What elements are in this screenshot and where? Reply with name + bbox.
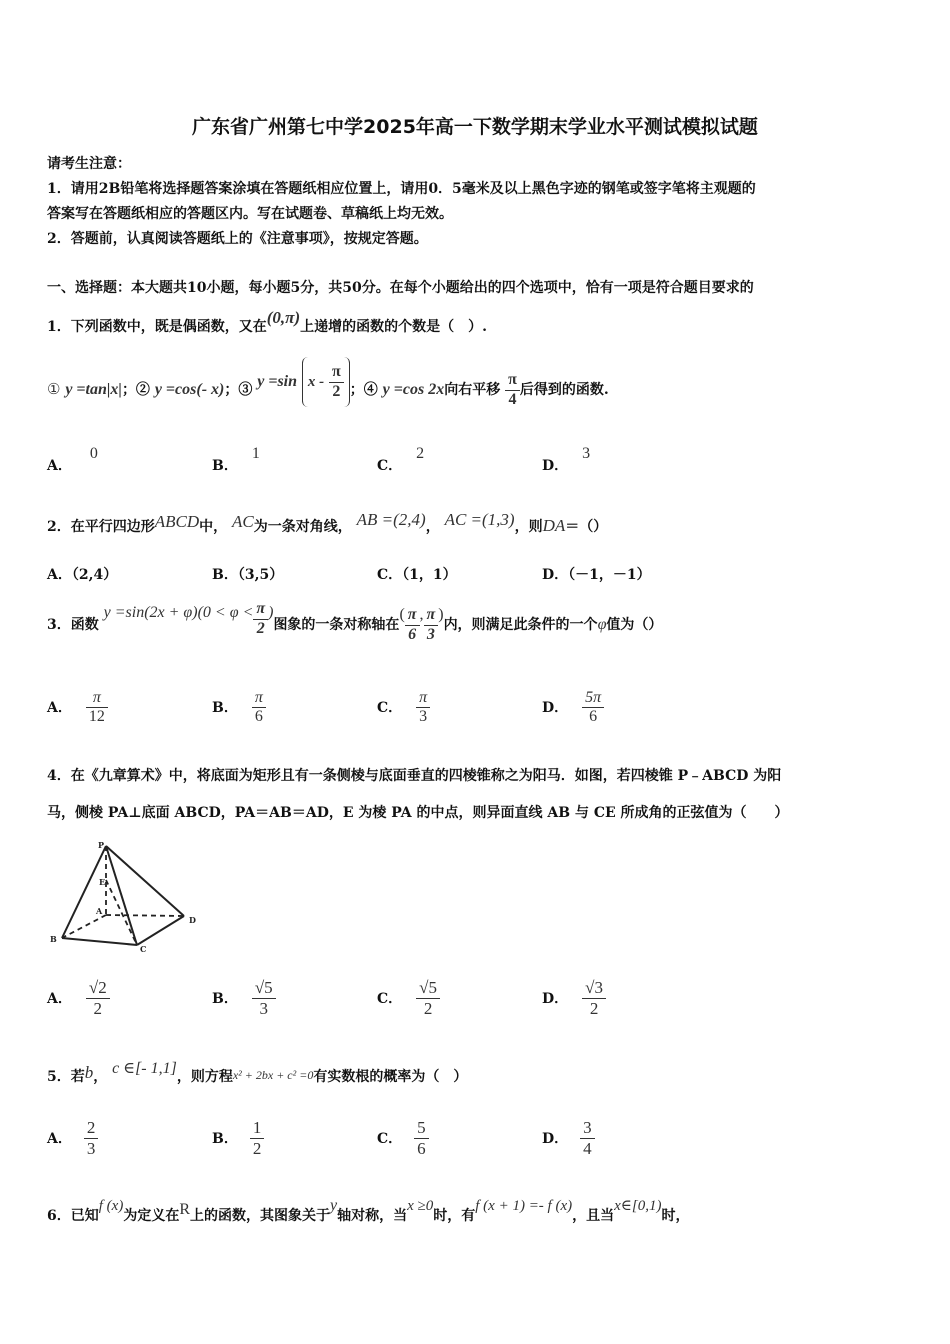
q1-f3-paren	[302, 357, 350, 407]
q5-stem-a: 5．若	[47, 1069, 85, 1085]
q6-fx: f (x)	[98, 1198, 124, 1214]
q1-option-b[interactable]	[212, 445, 260, 475]
option-label: B．	[212, 700, 238, 716]
q1-f1: y =tan|x|	[65, 381, 122, 398]
option-den: 6	[252, 707, 266, 726]
q1-option-c[interactable]	[377, 445, 425, 475]
q2-ab-eq: AB =(2,4)	[356, 510, 426, 529]
option-fraction	[252, 689, 266, 727]
q3-func-den: 2	[253, 619, 268, 638]
option-fraction	[416, 978, 440, 1018]
q4-line-2: 马，侧棱 PA⊥底面 ABCD，PA＝AB＝AD，E 为棱 PA 的中点，则异面直线 AB 与 CE 所成角的正弦值为（ ）	[47, 805, 789, 821]
q6-stem-f: ，且当	[572, 1208, 615, 1224]
option-label: A．	[47, 1131, 72, 1147]
q4-option-c[interactable]	[377, 970, 440, 1025]
option-den: 2	[582, 998, 606, 1019]
q1-f3	[257, 357, 350, 407]
q5-c-range: c ∈[- 1,1]	[112, 1060, 177, 1077]
option-label: D．	[542, 1131, 569, 1147]
option-fraction	[252, 978, 276, 1018]
q5-b: b	[84, 1063, 94, 1082]
q2-comma: ，	[425, 519, 440, 535]
q1-f1-number: ①	[47, 382, 61, 398]
q1-tail-b: 后得到的函数.	[519, 382, 609, 398]
option-num: √2	[88, 978, 107, 998]
notice-line-1b: 答案写在答题纸相应的答题区内。写在试题卷、草稿纸上均无效。	[47, 206, 453, 222]
q1-tail-a: 向右平移	[444, 382, 501, 398]
option-value: （3,5）	[237, 567, 284, 583]
q4-option-d[interactable]	[542, 970, 606, 1025]
q1-f3-prefix: y =sin	[257, 373, 298, 390]
q2-stem	[47, 510, 608, 539]
q2-option-b[interactable]	[212, 564, 283, 584]
edge-bc	[62, 938, 137, 945]
q5-stem-c: 有实数根的概率为（ ）	[313, 1069, 468, 1085]
option-fraction	[582, 978, 606, 1018]
q2-stem-a: 2．在平行四边形	[47, 519, 155, 535]
q1-f3-den: 2	[329, 382, 344, 401]
q6-cond: x ≥0	[407, 1198, 434, 1214]
segment-ce	[106, 880, 137, 945]
edge-ad	[106, 915, 184, 916]
q3-stem-b: 图象的一条对称轴在	[273, 617, 400, 633]
page-title: 广东省广州第七中学2025年高一下数学期末学业水平测试模拟试题	[192, 116, 758, 138]
q2-abcd: ABCD	[154, 512, 200, 531]
q1-sep2: ；③	[224, 382, 253, 398]
q6-stem-e: 时，有	[433, 1208, 476, 1224]
option-fraction	[414, 1118, 429, 1158]
option-den: 3	[84, 1138, 99, 1159]
option-value: 3	[582, 445, 591, 462]
q2-option-c[interactable]	[377, 564, 457, 584]
option-num: π	[254, 688, 263, 706]
q1-f3-fraction	[329, 363, 344, 401]
q3-phi: φ	[597, 616, 607, 633]
q3-int-comma: ,	[419, 606, 424, 623]
q3-int1-den: 6	[405, 625, 420, 644]
q1-shift-den: 4	[505, 390, 520, 409]
edge-pb	[62, 846, 106, 938]
q5-comma: ，	[93, 1069, 108, 1085]
option-label: A．	[47, 700, 72, 716]
q6-stem-d: 轴对称，当	[337, 1208, 408, 1224]
q1-option-a[interactable]	[47, 445, 98, 475]
option-fraction	[86, 978, 110, 1018]
option-label: C．	[377, 458, 403, 474]
option-label: C．	[377, 991, 403, 1007]
option-value: 1	[251, 445, 260, 462]
q1-shift-num: π	[508, 371, 517, 389]
option-label: D．	[542, 567, 569, 583]
q6-stem	[47, 1196, 689, 1236]
option-value: （－1，－1）	[568, 567, 651, 583]
q4-option-b[interactable]	[212, 970, 276, 1025]
q3-int1-num: π	[407, 606, 417, 624]
option-label: C．	[377, 1131, 403, 1147]
label-a: A	[96, 906, 103, 916]
q3-option-d[interactable]	[542, 682, 604, 732]
option-num: 1	[252, 1118, 262, 1138]
q5-equation: x² + 2bx + c² =0	[232, 1068, 314, 1082]
option-label: A．	[47, 991, 72, 1007]
q3-int1-fraction	[405, 606, 420, 644]
option-num: 2	[86, 1118, 96, 1138]
q2-option-d[interactable]	[542, 564, 651, 584]
edge-cd	[137, 916, 184, 945]
q3-int-open: (	[399, 606, 405, 623]
q4-option-a[interactable]	[47, 970, 110, 1025]
option-label: B．	[212, 458, 238, 474]
q3-option-b[interactable]	[212, 682, 266, 732]
q1-shift-fraction	[505, 371, 520, 409]
option-den: 3	[416, 707, 430, 726]
q5-option-c[interactable]	[377, 1110, 429, 1165]
q1-f3-num: π	[332, 363, 341, 381]
label-d: D	[189, 915, 196, 925]
q4-line-1: 4．在《九章算术》中，将底面为矩形且有一条侧棱与底面垂直的四棱锥称之为阳马．如图，若四棱锥 P﹣ABCD 为阳	[47, 768, 782, 784]
option-value: （1，1）	[402, 567, 457, 583]
q3-func: y =sin(2x + φ)(0 < φ <	[103, 604, 254, 621]
option-num: 5	[417, 1118, 426, 1138]
q1-f4: y =cos 2x	[382, 381, 445, 398]
q3-option-c[interactable]	[377, 682, 430, 732]
option-den: 12	[86, 707, 108, 726]
q1-option-d[interactable]	[542, 445, 591, 475]
option-den: 6	[582, 707, 604, 726]
q1-sep1: ；②	[121, 382, 150, 398]
q6-stem-b: 为定义在	[123, 1208, 180, 1224]
option-fraction	[86, 689, 108, 727]
option-num: π	[419, 688, 428, 706]
option-den: 6	[414, 1138, 429, 1159]
option-num: π	[92, 688, 101, 706]
q6-stem-c: 上的函数，其图象关于	[190, 1208, 330, 1224]
option-fraction	[580, 1118, 595, 1158]
option-fraction	[582, 689, 604, 727]
pyramid-figure	[44, 838, 214, 958]
q3-func-close: )	[268, 604, 274, 621]
option-label: D．	[542, 700, 569, 716]
section-heading: 一、选择题：本大题共10小题，每小题5分，共50分。在每个小题给出的四个选项中，恰有一项是符合题目要求的	[47, 280, 754, 296]
q2-stem-b: 中，	[199, 519, 228, 535]
option-den: 2	[250, 1138, 265, 1159]
option-label: C．	[377, 567, 403, 583]
option-label: C．	[377, 700, 403, 716]
q2-option-a[interactable]	[47, 564, 117, 584]
q5-option-d[interactable]	[542, 1110, 595, 1165]
q3-stem-d: 值为（）	[606, 617, 663, 633]
q1-stem	[47, 308, 487, 336]
q2-ac: AC	[232, 512, 254, 531]
q2-stem-d: ，则	[514, 519, 543, 535]
option-den: 2	[416, 998, 440, 1019]
q1-stem-b: 上递增的函数的个数是（ ）.	[300, 319, 487, 335]
option-value: （2,4）	[71, 567, 118, 583]
label-e: E	[99, 877, 106, 887]
q3-func-num: π	[256, 600, 266, 618]
option-num: 3	[583, 1118, 592, 1138]
q5-stem	[47, 1058, 467, 1094]
option-num: √3	[585, 978, 603, 998]
q2-da: DA	[542, 516, 566, 535]
q6-relation: f (x + 1) =- f (x)	[475, 1198, 573, 1214]
option-den: 4	[580, 1138, 595, 1159]
q3-int2-den: 3	[424, 625, 439, 644]
q3-stem	[47, 600, 662, 650]
option-fraction	[250, 1118, 265, 1158]
option-fraction	[84, 1118, 99, 1158]
option-label: A．	[47, 458, 72, 474]
option-value: 0	[89, 445, 98, 462]
q5-stem-b: ，则方程	[176, 1069, 233, 1085]
q3-int2-num: π	[426, 606, 436, 624]
option-den: 2	[86, 998, 110, 1019]
label-p: P	[98, 840, 105, 850]
notice-line-2: 2．答题前，认真阅读答题纸上的《注意事项》，按规定答题。	[47, 231, 428, 247]
q3-stem-c: 内，则满足此条件的一个	[443, 617, 598, 633]
q1-f3-arg: x -	[307, 374, 325, 390]
option-den: 3	[252, 998, 276, 1019]
q1-interval: (0,π)	[266, 308, 301, 327]
notice-line-1a: 1．请用2B铅笔将选择题答案涂填在答题纸相应位置上，请用0．5毫米及以上黑色字迹的钢笔或签字笔将主观题的	[47, 181, 756, 197]
notice-heading: 请考生注意：	[47, 156, 131, 172]
q2-stem-e: ＝（）	[565, 519, 608, 535]
q3-option-a[interactable]	[47, 682, 108, 732]
q2-stem-c: 为一条对角线，	[253, 519, 352, 535]
option-label: D．	[542, 458, 569, 474]
q6-range: x∈[0,1)	[614, 1198, 662, 1214]
option-num: √5	[254, 978, 273, 998]
option-fraction	[416, 689, 430, 727]
option-num: √5	[419, 978, 437, 998]
q3-int2-fraction	[424, 606, 439, 644]
q3-int-close: )	[438, 606, 444, 623]
q1-sep3: ；④	[349, 382, 378, 398]
q6-stem-g: 时，	[661, 1208, 690, 1224]
q5-option-a[interactable]	[47, 1110, 98, 1165]
label-b: B	[50, 934, 57, 944]
q6-y: y	[330, 1197, 338, 1214]
q1-functions	[47, 365, 609, 415]
option-value: 2	[416, 445, 425, 462]
option-label: B．	[212, 1131, 238, 1147]
option-label: A．	[47, 567, 72, 583]
q1-f2: y =cos(- x)	[154, 381, 225, 398]
option-label: B．	[212, 567, 238, 583]
option-label: D．	[542, 991, 569, 1007]
option-label: B．	[212, 991, 238, 1007]
q1-stem-a: 1．下列函数中，既是偶函数，又在	[47, 319, 267, 335]
option-num: 5π	[585, 688, 602, 706]
q3-stem-a: 3．函数	[47, 617, 99, 633]
q6-r: R	[179, 1201, 190, 1218]
label-c: C	[140, 944, 147, 954]
q3-func-fraction	[253, 600, 268, 638]
q6-stem-a: 6．已知	[47, 1208, 99, 1224]
q2-ac-eq: AC =(1,3)	[444, 510, 515, 529]
q5-option-b[interactable]	[212, 1110, 264, 1165]
